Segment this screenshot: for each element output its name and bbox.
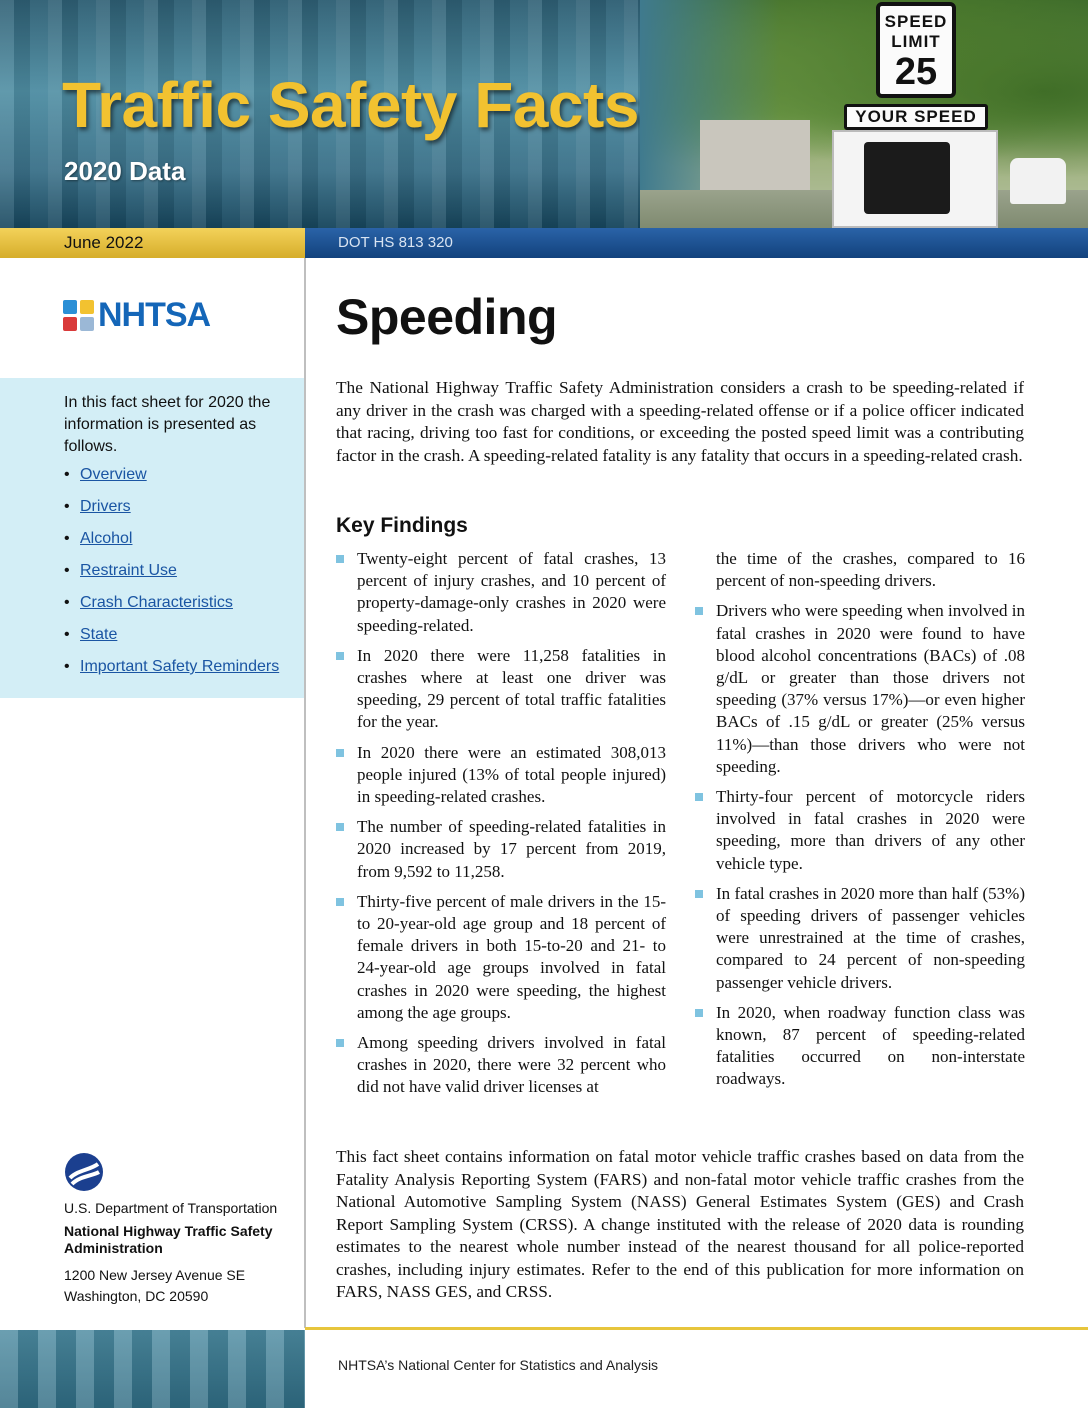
intro-paragraph: The National Highway Traffic Safety Administration considers a crash to be speeding-related if any driver in the crash was charged with a speeding-related offense or if a police officer indicated that racing, driving too fast for conditions, or exceeding the posted speed limit was a contributing factor in the crash. A speeding-related fatality is any fatality that occurs in a speeding-related crash.	[336, 378, 1024, 465]
bullet-square-icon	[336, 823, 344, 831]
finding-item: In 2020 there were an estimated 308,013 people injured (13% of total people injured) in speeding-related crashes.	[336, 742, 666, 809]
finding-item: Thirty-four percent of motorcycle riders involved in fatal crashes in 2020 were speeding, more than drivers of any other vehicle type.	[695, 786, 1025, 875]
toc-link-crash-characteristics[interactable]: Crash Characteristics	[80, 594, 233, 611]
findings-column-1	[336, 548, 666, 1107]
bullet-square-icon	[695, 793, 703, 801]
speed-limit-sign	[876, 2, 956, 98]
nhtsa-logo	[63, 297, 210, 333]
header-banner	[0, 0, 1088, 228]
bullet-square-icon	[336, 749, 344, 757]
toc-intro: In this fact sheet for 2020 the information is presented as follows.	[64, 394, 271, 455]
toc-item: • Alcohol	[64, 530, 133, 547]
finding-item: In 2020 there were 11,258 fatalities in crashes where at least one driver was speeding, 29 percent of total traffic fatalities for the year.	[336, 645, 666, 734]
finding-item: Thirty-five percent of male drivers in the 15- to 20-year-old age group and 18 percent of female drivers in both 15-to-20 and 21- to 24-year-old age groups involved in fatal crashes in 2020 were speeding, the highest among the age groups.	[336, 891, 666, 1024]
toc-link-overview[interactable]: Overview	[80, 466, 147, 483]
toc-link-alcohol[interactable]: Alcohol	[80, 530, 133, 547]
sidebar-divider	[304, 258, 306, 1328]
bullet-square-icon	[695, 890, 703, 898]
toc-item: • State	[64, 626, 118, 643]
toc-item: • Overview	[64, 466, 147, 483]
finding-item-continuation: the time of the crashes, compared to 16 percent of non-speeding drivers.	[716, 549, 1025, 591]
toc-link-state[interactable]: State	[80, 626, 118, 643]
photo-vehicle	[1010, 158, 1066, 204]
finding-item: In 2020, when roadway function class was known, 87 percent of speeding-related fatalities occurred on non-interstate roadways.	[695, 1002, 1025, 1091]
administration-name: National Highway Traffic Safety Administration	[64, 1223, 273, 1256]
logo-cell-car-icon	[63, 300, 77, 314]
header-photo	[640, 0, 1088, 228]
address-line-2: Washington, DC 20590	[64, 1288, 209, 1304]
toc-item: • Restraint Use	[64, 562, 177, 579]
toc-item: • Important Safety Reminders	[64, 658, 280, 675]
photo-house	[700, 120, 810, 190]
footer-text: NHTSA’s National Center for Statistics and Analysis	[338, 1357, 659, 1373]
logo-cell-person-icon	[80, 300, 94, 314]
banner-title: Traffic Safety Facts	[62, 69, 639, 141]
document-id: DOT HS 813 320	[338, 234, 453, 251]
nhtsa-logo-icons	[63, 300, 94, 331]
footer-rule	[305, 1327, 1088, 1330]
department-name: U.S. Department of Transportation	[64, 1200, 278, 1216]
finding-item: In fatal crashes in 2020 more than half (53%) of speeding drivers of passenger vehicles were unrestrained at the time of crashes, compared to 24 percent of non-speeding passenger vehicle drivers.	[695, 883, 1025, 994]
logo-cell-alert-icon	[63, 317, 77, 331]
bullet-square-icon	[336, 1039, 344, 1047]
closing-paragraph: This fact sheet contains information on fatal motor vehicle traffic crashes based on data from the Fatality Analysis Reporting System (FARS) and non-fatal motor vehicle traffic crashes from the National Automotive Sampling System (NASS) General Estimates System (GES) and Crash Report Sampling System (CRSS). A change instituted with the release of 2020 data is rounding estimates to the nearest whole number instead of the nearest thousand for all police-reported crashes, including injury estimates. Refer to the end of this publication for more information on FARS, NASS GES, and CRSS.	[336, 1147, 1024, 1301]
toc-link-restraint-use[interactable]: Restraint Use	[80, 562, 177, 579]
page-title: Speeding	[336, 289, 558, 345]
findings-column-2	[695, 548, 1025, 1099]
publication-date: June 2022	[64, 233, 144, 252]
nhtsa-logo-text: NHTSA	[98, 296, 211, 334]
footer-band	[0, 1330, 305, 1408]
bullet-square-icon	[695, 607, 703, 615]
banner-subtitle: 2020 Data	[64, 156, 186, 186]
toc-link-drivers[interactable]: Drivers	[80, 498, 131, 515]
toc-item: • Drivers	[64, 498, 131, 515]
sign-line-speed: SPEED	[884, 12, 948, 31]
address-line-1: 1200 New Jersey Avenue SE	[64, 1267, 246, 1283]
bullet-square-icon	[336, 652, 344, 660]
finding-item: Drivers who were speeding when involved in fatal crashes in 2020 were found to have blood alcohol concentrations (BACs) of .08 g/dL or greater than those drivers not speeding (37% versus 17%)—or even higher BACs of .15 g/dL or greater (25% versus 11%)—than those drivers who were not speeding.	[695, 600, 1025, 778]
toc-list	[64, 464, 279, 688]
toc-item: • Crash Characteristics	[64, 594, 233, 611]
date-strip	[0, 228, 305, 258]
toc-link-safety-reminders[interactable]: Important Safety Reminders	[80, 658, 280, 675]
logo-cell-star-icon	[80, 317, 94, 331]
your-speed-sign: YOUR SPEED	[844, 104, 988, 130]
sign-line-limit: LIMIT	[891, 32, 941, 51]
bullet-square-icon	[695, 1009, 703, 1017]
dot-logo-icon	[64, 1152, 104, 1192]
finding-item: Among speeding drivers involved in fatal crashes in 2020, there were 32 percent who did not have valid driver licenses at	[336, 1032, 666, 1099]
speed-display-screen	[864, 142, 950, 214]
speed-display-box	[832, 130, 998, 228]
bullet-square-icon	[336, 555, 344, 563]
key-findings-heading: Key Findings	[336, 514, 468, 537]
finding-item: The number of speeding-related fatalities in 2020 increased by 17 percent from 2019, from 9,592 to 11,258.	[336, 816, 666, 883]
sign-number: 25	[894, 51, 938, 93]
bullet-square-icon	[336, 898, 344, 906]
finding-item: Twenty-eight percent of fatal crashes, 13 percent of injury crashes, and 10 percent of property-damage-only crashes in 2020 were speeding-related.	[336, 548, 666, 637]
